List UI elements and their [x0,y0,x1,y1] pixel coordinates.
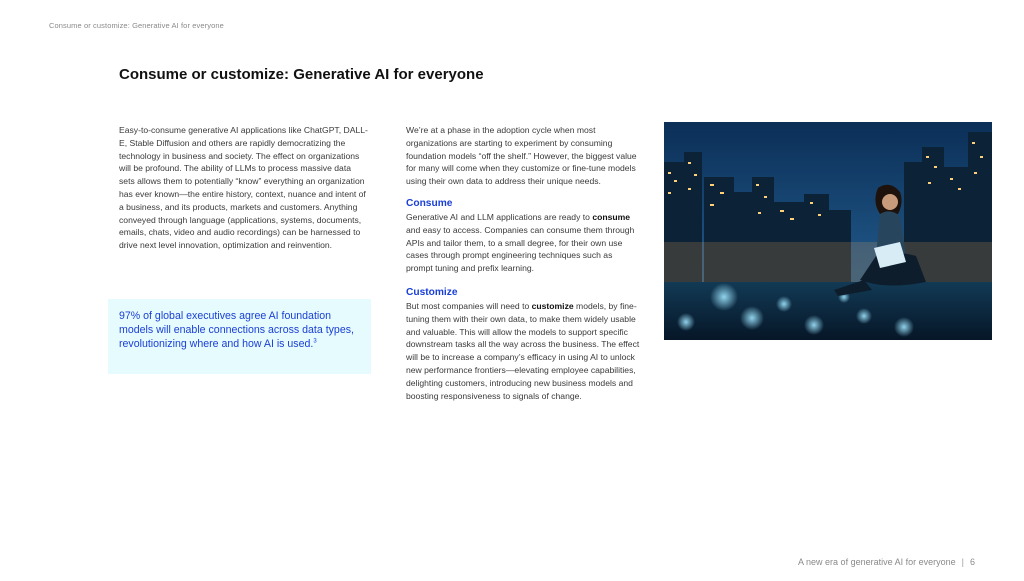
customize-emphasis: customize [531,300,574,311]
callout-statement: 97% of global executives agree AI foundation models will enable connections across data types, revolutionizing where and how AI is used. [119,310,354,351]
left-column [119,124,369,252]
callout-text [119,309,360,352]
stat-callout [108,299,371,374]
customize-text-end: models, by fine-tuning them with their own data, to make them widely usable and valuable. This will allow the models to support specific downstream tasks all the way across the business. The effect will be to increase a company’s efficacy in using AI to unlock new performance frontiers—elevating employee capabilities, delighting customers, introducing new business models and boosting responsiveness to signals of change. [406,300,640,401]
consume-section [406,198,641,275]
consume-body [406,211,641,275]
intro-text: We’re at a phase in the adoption cycle when most organizations are starting to experiment by consuming foundation models “off the shelf.” However, the biggest value for many will come when they customize or fine-tune models using their own data to address their unique needs. [406,125,637,187]
customize-body [406,300,641,402]
left-body-text: Easy-to-consume generative AI applications like ChatGPT, DALL-E, Stable Diffusion and others are rapidly democratizing the technology in business and society. The effect on organizations will be profound. The ability of LLMs to process massive data sets allows them to potentially “know” everything an organization has ever known—the entire history, context, nuance and intent of a business, and its products, markets and customers. Anything conveyed through language (applications, systems, documents, emails, chats, video and audio recordings) can be harnessed to drive next level innovation, optimization and reinvention. [119,125,368,251]
footer-title: A new era of generative AI for everyone [798,557,956,567]
footer-separator: | [961,557,964,567]
footer [798,557,975,567]
middle-column [406,124,641,402]
customize-text-start: But most companies will need to [406,300,532,311]
consume-text-end: and easy to access. Companies can consume them through APIs and tailor them, to a small degree, for their own use cases through prompt engineering techniques such as prompt tuning and prefix learning. [406,224,635,274]
running-head: Consume or customize: Generative AI for everyone [49,21,224,30]
consume-text-start: Generative AI and LLM applications are ready to [406,211,593,222]
city-night-laptop-photo [664,122,992,340]
customize-heading: Customize [406,286,458,298]
consume-emphasis: consume [592,211,631,222]
page-number: 6 [969,557,975,567]
consume-heading: Consume [406,197,453,209]
footnote-marker: 3 [313,338,317,345]
customize-section [406,287,641,402]
page-title: Consume or customize: Generative AI for everyone [119,66,484,83]
